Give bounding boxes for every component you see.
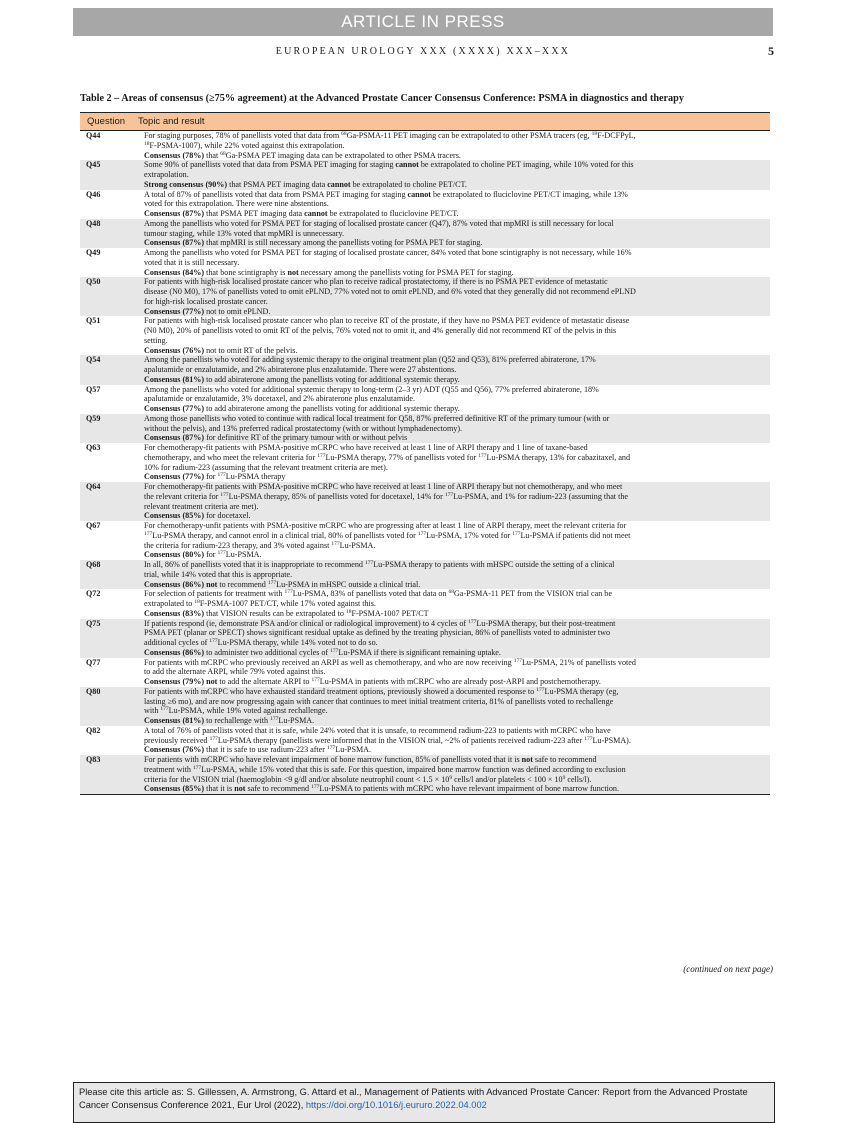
result-line: 10% for radium-223 (assuming that the relevant treatment criteria are met). [144,462,388,472]
result-line: For chemotherapy-fit patients with PSMA-positive mCRPC who have received at least 1 line of ARPI therapy and 1 line of taxane-based [144,443,588,452]
journal-header: EUROPEAN UROLOGY XXX (XXXX) XXX–XXX [275,46,571,57]
question-id: Q77 [86,657,101,667]
article-in-press-banner: ARTICLE IN PRESS [73,8,773,36]
result-line: additional cycles of $^{177}$Lu-PSMA therapy, while 14% voted not to do so. [144,638,378,647]
result-line: Among the panellists who voted for PSMA PET for staging of localised prostate cancer (Q47), 87% voted that mpMRI is still necessary for local [144,218,614,228]
result-line: For patients with mCRPC who have relevant impairment of bone marrow function, 85% of panellists voted that it is not safe to recommend [144,755,597,764]
result-line: criteria for the VISION trial (haemoglobin <9 g/dl and/or absolute neutrophil count < $1.5 \times 10^9$ cells/l and/or platelets < $100 \times 10^9$ cells/l). [144,774,592,784]
question-id: Q59 [86,413,101,423]
page-number: 5 [768,44,774,58]
result-line: Consensus (78%) that $^{68}$Ga-PSMA PET imaging data can be extrapolated to other PSMA tracers. [144,150,461,160]
question-id: Q63 [86,443,101,452]
topic-result [132,589,770,618]
header-question: Question [86,116,126,127]
result-line: disease (N0 M0), 17% of panellists voted to omit ePLND, 77% voted not to omit ePLND, and 6% voted that they generally did not recommend ePLND [144,287,636,296]
result-line: tumour staging, while 13% voted that mpMRI is unnecessary. [144,228,344,238]
topic-result [132,560,770,589]
result-line: For patients with mCRPC who previously received an ARPI as well as chemotherapy, and who are now receiving $^{177}$Lu-PSMA, 21% of panellists voted [144,657,636,667]
question-id: Q82 [86,725,101,735]
result-line: treatment with $^{177}$Lu-PSMA, while 15% voted that this is safe. For this question, impaired bone marrow function was defined according to exclusion [144,764,626,774]
question-id: Q48 [86,218,101,228]
table-row [80,726,770,755]
topic-result [132,619,770,658]
result-line: For patients with mCRPC who have exhausted standard treatment options, previously showed a documented response to $^{177}$Lu-PSMA therapy (eg, [144,686,619,696]
result-line: extrapolation. [144,170,189,179]
result-line: A total of 87% of panellists voted that data from PSMA PET imaging for staging cannot be extrapolated to fluciclovine PET/CT imaging, while 13% [144,189,628,199]
question-id: Q68 [86,560,101,569]
question-id: Q46 [86,189,101,199]
topic-result [132,190,770,219]
table-body [80,131,770,794]
table-row [80,414,770,443]
topic-result [132,482,770,521]
question-id: Q50 [86,277,101,287]
topic-result [132,131,770,160]
result-line: $^{177}$Lu-PSMA therapy, and cannot enrol in a clinical trial, 80% of panellists voted for $^{177}$Lu-PSMA, 17% voted for $^{177}$Lu-PSMA if patients did not meet [144,530,631,540]
table-row [80,687,770,726]
result-line: For chemotherapy-unfit patients with PSMA-positive mCRPC who are progressing after at least 1 line of ARPI therapy, meet the relevant criteria for [144,521,627,530]
result-line: Consensus (77%) to add abiraterone among the panellists voting for additional systemic therapy. [144,404,460,413]
result-line: Strong consensus (90%) that PSMA PET imaging data cannot be extrapolated to choline PET/CT. [144,179,467,189]
topic-result [132,219,770,248]
result-line: Consensus (81%) to rechallenge with $^{177}$Lu-PSMA. [144,716,315,725]
result-line: relevant treatment criteria are met). [144,501,259,511]
table-row [80,316,770,355]
topic-result [132,521,770,560]
result-line: Consensus (81%) to add abiraterone among the panellists voting for additional systemic therapy. [144,374,460,384]
result-line: Consensus (87%) for definitive RT of the primary tumour with or without pelvis [144,433,408,443]
result-line: For staging purposes, 78% of panellists voted that data from $^{68}$Ga-PSMA-11 PET imaging can be extrapolated to other PSMA tracers (eg, $^{18}$F-DCFPyL, [144,131,636,140]
topic-result [132,414,770,443]
continued-note: (continued on next page) [683,964,773,974]
result-line: Consensus (87%) that mpMRI is still necessary among the panellists voting for PSMA PET for staging. [144,238,483,248]
result-line: Among the panellists who voted for additional systemic therapy to long-term (2–3 yr) ADT (Q55 and Q56), 77% preferred abiraterone, 18% [144,384,599,394]
result-line: Consensus (79%) not to add the alternate ARPI to $^{177}$Lu-PSMA in patients with mCRPC who are already post-ARPI and postchemotherapy. [144,677,601,686]
result-line: apalutamide or enzalutamide, and 2% abiraterone plus enzalutamide. There were 27 abstentions. [144,365,457,374]
result-line: If patients respond (ie, demonstrate PSA and/or clinical or radiological improvement) to 4 cycles of $^{177}$Lu-PSMA therapy, but their post-treatment [144,618,616,628]
table-row [80,160,770,189]
result-line: Consensus (77%) for $^{177}$Lu-PSMA therapy [144,472,286,482]
table-row [80,355,770,384]
topic-result [132,658,770,687]
result-line: Consensus (83%) that VISION results can be extrapolated to $^{18}$F-PSMA-1007 PET/CT [144,608,429,618]
result-line: Consensus (77%) not to omit ePLND. [144,306,271,316]
table-row [80,658,770,687]
result-line: A total of 76% of panellists voted that it is safe, while 24% voted that it is unsafe, to recommend radium-223 to patients with mCRPC who have [144,725,611,735]
table-caption: Table 2 – Areas of consensus (≥75% agreement) at the Advanced Prostate Cancer Consensus Conference: PSMA in diagnostics and therapy [80,93,684,104]
question-id: Q44 [86,131,101,140]
question-id: Q49 [86,248,101,257]
result-line: PSMA PET (planar or SPECT) shows significant residual uptake as defined by the treating physician, 86% of panellists voted to administer two [144,628,611,638]
result-line: previously received $^{177}$Lu-PSMA therapy (panellists were informed that in the VISION trial, ~2% of patients received radium-223 after $^{177}$Lu-PSMA). [144,735,631,745]
result-line: Consensus (84%) that bone scintigraphy is not necessary among the panellists voting for PSMA PET for staging. [144,267,514,277]
result-line: Consensus (87%) that PSMA PET imaging data cannot be extrapolated to fluciclovine PET/CT. [144,209,459,218]
citation-text: Please cite this article as: S. Gillessen, A. Armstrong, G. Attard et al., Management of Patients with Advanced Prostate Cancer: Report from the Advanced Prostate Cancer Consensus Conference 2021, Eur Urol (2022), [79,1087,748,1110]
question-id: Q83 [86,755,101,764]
question-id: Q80 [86,686,101,696]
table-row [80,131,770,160]
result-line: chemotherapy, and who meet the relevant criteria for $^{177}$Lu-PSMA therapy, 77% of panellists voted for $^{177}$Lu-PSMA therapy, 13% for cabazitaxel, and [144,452,631,462]
question-id: Q67 [86,521,101,530]
topic-result [132,687,770,726]
result-line: In all, 86% of panellists voted that it is inappropriate to recommend $^{177}$Lu-PSMA therapy to patients with mHSPC outside the setting of a clinical [144,560,615,569]
topic-result [132,160,770,189]
result-line: Among the panellists who voted for PSMA PET for staging of localised prostate cancer, 84% voted that bone scintigraphy is not necessary, while 16% [144,248,632,257]
table-row [80,755,770,794]
result-line: the criteria for radium-223 therapy, and 3% voted against $^{177}$Lu-PSMA. [144,540,376,550]
result-line: voted that it is still necessary. [144,257,240,267]
result-line: Consensus (86%) to administer two additional cycles of $^{177}$Lu-PSMA if there is significant remaining uptake. [144,647,501,657]
topic-result [132,355,770,384]
citation-doi-link[interactable]: https://doi.org/10.1016/j.eururo.2022.04.002 [305,1099,487,1110]
result-line: apalutamide or enzalutamide, 3% docetaxel, and 2% abiraterone plus enzalutamide. [144,394,416,404]
result-line: (N0 M0), 20% of panellists voted to omit RT of the pelvis, 76% voted not to omit it, and 4% generally did not recommend RT of the pelvis in this [144,326,617,335]
result-line: For patients with high-risk localised prostate cancer who plan to receive radical prostatectomy, if there is no PSMA PET evidence of metastatic [144,277,608,287]
consensus-table [80,112,770,795]
result-line: extrapolated to $^{18}$F-PSMA-1007 PET/CT, while 17% voted against this. [144,599,376,608]
result-line: the relevant criteria for $^{177}$Lu-PSMA therapy, 85% of panellists voted for docetaxel, 14% for $^{177}$Lu-PSMA, and 1% for radium-223 (assuming that the [144,491,628,501]
table-header-row [80,112,770,131]
topic-result [132,755,770,794]
table-row [80,248,770,277]
question-id: Q51 [86,316,101,326]
topic-result [132,443,770,482]
topic-result [132,726,770,755]
question-id: Q57 [86,384,101,394]
result-line: voted for this extrapolation. There were nine abstentions. [144,199,329,209]
result-line: Consensus (80%) for $^{177}$Lu-PSMA. [144,550,262,560]
table-row [80,385,770,414]
result-line: Consensus (76%) that it is safe to use radium-223 after $^{177}$Lu-PSMA. [144,745,372,755]
result-line: Consensus (85%) that it is not safe to recommend $^{177}$Lu-PSMA to patients with mCRPC who have relevant impairment of bone marrow function. [144,784,619,794]
question-id: Q72 [86,589,101,599]
result-line: Consensus (85%) for docetaxel. [144,511,251,521]
result-line: Consensus (76%) not to omit RT of the pelvis. [144,345,298,355]
question-id: Q64 [86,482,101,491]
table-row [80,277,770,316]
result-line: Some 90% of panellists voted that data from PSMA PET imaging for staging cannot be extrapolated to choline PET imaging, while 10% voted for this [144,160,634,170]
result-line: to add the alternate ARPI, while 79% voted against this. [144,667,326,677]
table-row [80,521,770,560]
question-id: Q45 [86,160,101,170]
result-line: trial, while 14% voted that this is appropriate. [144,569,293,579]
topic-result [132,277,770,316]
table-row [80,190,770,219]
result-line: Among the panellists who voted for adding systemic therapy to the original treatment plan (Q52 and Q53), 81% preferred abiraterone, 17% [144,355,596,365]
citation-box [73,1082,775,1123]
result-line: For selection of patients for treatment with $^{177}$Lu-PSMA, 83% of panellists voted that data on $^{68}$Ga-PSMA-11 PET from the VISION trial can be [144,589,612,599]
table-row [80,589,770,618]
header-topic-result: Topic and result [138,116,205,127]
result-line: For patients with high-risk localised prostate cancer who plan to receive RT of the prostate, if they have no PSMA PET evidence of metastatic disease [144,316,630,326]
result-line: Consensus (86%) not to recommend $^{177}$Lu-PSMA in mHSPC outside a clinical trial. [144,579,421,589]
table-bottom-rule [80,794,770,795]
result-line: For chemotherapy-fit patients with PSMA-positive mCRPC who have received at least 1 line of ARPI therapy but not chemotherapy, and who meet [144,482,623,491]
table-row [80,482,770,521]
topic-result [132,385,770,414]
table-row [80,619,770,658]
result-line: Among those panellists who voted to continue with radical local treatment for Q58, 87% preferred definitive RT of the primary tumour (with or [144,413,610,423]
result-line: setting. [144,335,168,345]
result-line: for high-risk localised prostate cancer. [144,296,268,306]
topic-result [132,316,770,355]
table-row [80,443,770,482]
table-row [80,219,770,248]
topic-result [132,248,770,277]
table-row [80,560,770,589]
result-line: with $^{177}$Lu-PSMA, while 19% voted against rechallenge. [144,706,328,716]
question-id: Q54 [86,355,101,365]
result-line: $^{18}$F-PSMA-1007), while 22% voted against this extrapolation. [144,140,345,150]
question-id: Q75 [86,618,101,628]
result-line: without the pelvis), and 13% preferred radical prostatectomy (with or without lymphadenectomy). [144,423,463,433]
result-line: lasting ≥6 mo), and are now progressing again with cancer that continues to meet initial treatment criteria, 81% of panellists voted to rechallenge [144,696,614,706]
